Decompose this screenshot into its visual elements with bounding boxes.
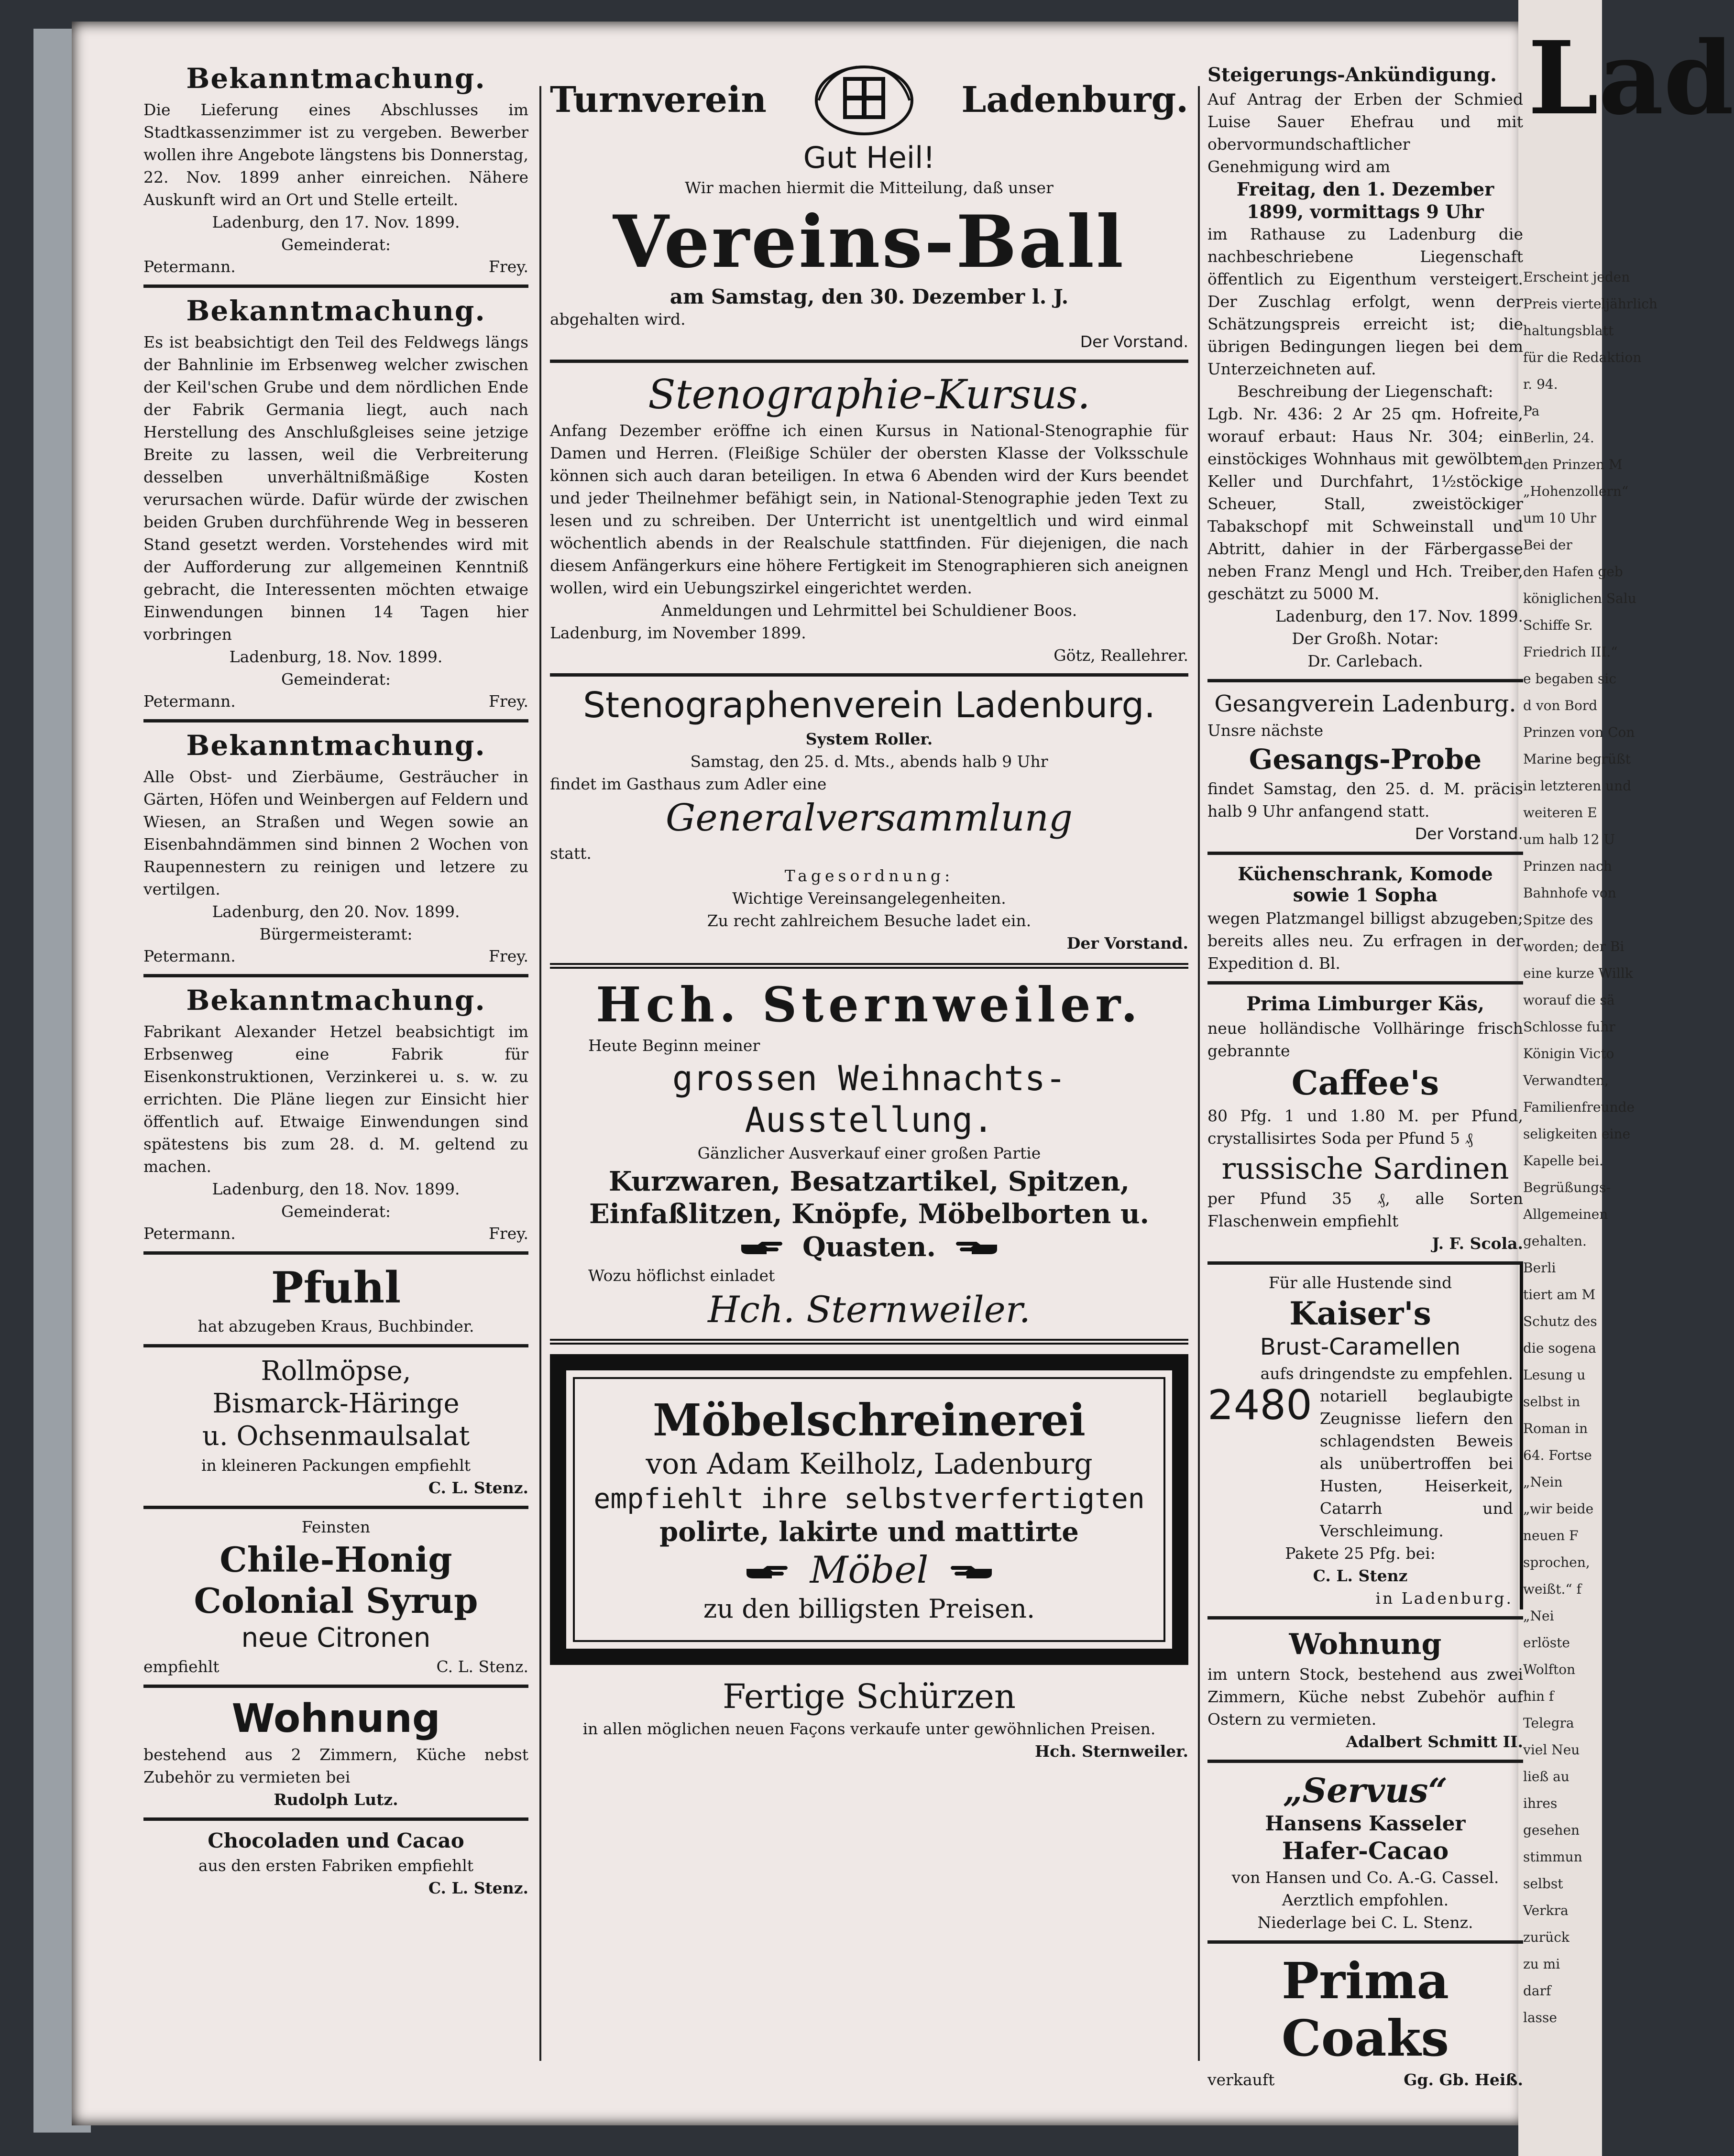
ad-title: Fertige Schürzen	[723, 1676, 1016, 1716]
ad-kaisers	[1207, 1261, 1523, 1609]
notice-date: Ladenburg, den 18. Nov. 1899.	[212, 1180, 460, 1198]
signature-left: Petermann.	[143, 257, 236, 276]
signature: Der Vorstand.	[1415, 824, 1523, 843]
facing-page-text-fragment: ließ au	[1523, 1769, 1569, 1784]
notice-title: Bekanntmachung.	[186, 729, 486, 762]
signature: Adalbert Schmitt II.	[1346, 1732, 1523, 1751]
ad-kuechenschrank	[1207, 852, 1523, 974]
ad-title: Prima Coaks	[1281, 1951, 1449, 2068]
signature-left: Petermann.	[143, 1224, 236, 1243]
notice-4	[143, 974, 528, 1245]
facing-page-text-fragment: neuen F	[1523, 1528, 1579, 1543]
auction-date: Freitag, den 1. Dezember 1899, vormittags 9 Uhr	[1236, 178, 1494, 222]
ad-title: Stenographenverein Ladenburg.	[583, 685, 1155, 726]
facing-page	[1518, 0, 1734, 2156]
ad-line: Bismarck-Häringe	[212, 1388, 460, 1419]
facing-page-text-fragment: Friedrich III.“	[1523, 644, 1618, 660]
facing-masthead: Lad	[1528, 19, 1734, 137]
facing-page-text-fragment: Königin Victo	[1523, 1046, 1614, 1062]
ad-title: Möbelschreinerei	[652, 1394, 1086, 1446]
system: System Roller.	[805, 730, 933, 749]
ad-line: Gesangs-Probe	[1249, 743, 1482, 776]
ad-line: von Adam Keilholz, Ladenburg	[646, 1447, 1093, 1481]
header-left: Turnverein	[550, 79, 767, 121]
ad-line: Hansens Kasseler	[1265, 1811, 1466, 1835]
ad-line: 80 Pfg. 1 und 1.80 M. per Pfund, crystallisirtes Soda per Pfund 5 ₰	[1207, 1106, 1523, 1148]
right-column	[1207, 62, 1523, 2098]
ad-title: Wohnung	[1289, 1628, 1442, 1662]
facing-page-text-fragment: weiteren E	[1523, 805, 1597, 821]
facing-page-text-fragment: Verwandten,	[1523, 1073, 1609, 1088]
ad-line: Aerztlich empfohlen.	[1282, 1891, 1449, 1910]
facing-page-text-fragment: in letzteren und	[1523, 778, 1632, 794]
notice-body: Es ist beabsichtigt den Teil des Feldwegs längs der Bahnlinie im Erbsenweg welcher zwischen der Keil'schen Grube und dem nördlichen Ende der Fabrik Germania liegt, auch nach Herstellung des Anschlußgleises seine jetzige Breite zu lassen, weil die Verbreiterung desselben unverhältnißmäßige Kosten verursachen würde. Dafür würde der zwischen beiden Gruben durchführende Weg in besseren Stand gesetzt werden. Vorstehendes wird mit der Aufforderung zur allgemeinen Kenntniß gebracht, die Interessenten möchten etwaige Einwendungen binnen 14 Tagen hier vorbringen	[143, 333, 528, 644]
place-date: Ladenburg, den 17. Nov. 1899.	[1275, 607, 1523, 625]
ad-body: bestehend aus 2 Zimmern, Küche nebst Zubehör zu vermieten bei	[143, 1745, 528, 1786]
facing-page-text-fragment: zurück	[1523, 1929, 1569, 1945]
facing-page-text-fragment: Bahnhofe von	[1523, 885, 1616, 901]
ad-title: Küchenschrank, Komode sowie 1 Sopha	[1238, 863, 1493, 906]
ad-body: in allen möglichen neuen Façons verkaufe unter gewöhnlichen Preisen.	[582, 1719, 1156, 1739]
notice-signatures	[143, 1223, 528, 1245]
ad-wohnung	[143, 1685, 528, 1811]
facing-page-text-fragment: Familienfreunde	[1523, 1099, 1635, 1115]
ad-line: Kurzwaren, Besatzartikel, Spitzen,	[608, 1165, 1130, 1197]
notice-body: Alle Obst- und Zierbäume, Gesträucher in Gärten, Höfen und Weinbergen auf Feldern und Wiesen, an Straßen und Wegen sowie an Eisenbahndämmen sind binnen 2 Wochen von Raupennestern zu reinigen und letzere zu vertilgen.	[143, 767, 528, 898]
facing-page-text-fragment: Wolfton	[1523, 1662, 1576, 1677]
ad-line: russische Sardinen	[1221, 1150, 1509, 1186]
ad-chile-honig	[143, 1506, 528, 1678]
facing-page-text-fragment: worauf die sä	[1523, 992, 1615, 1008]
ad-body: Auf Antrag der Erben der Schmied Luise Sauer Ehefrau und mit obervormundschaftlicher Genehmigung wird am	[1207, 90, 1523, 176]
facing-page-text-fragment: sprochen,	[1523, 1554, 1590, 1570]
facing-page-text-fragment: r. 94.	[1523, 376, 1558, 392]
signature: Götz, Reallehrer.	[1054, 646, 1188, 665]
ad-line: Feinsten	[301, 1517, 371, 1536]
ad-body: im untern Stock, bestehend aus zwei Zimmern, Küche nebst Zubehör auf Ostern zu vermieten.	[1207, 1665, 1523, 1729]
facing-page-text-fragment: Allgemeinen	[1523, 1206, 1608, 1222]
facing-page-text-fragment: Lesung u	[1523, 1367, 1586, 1383]
ad-prima-coaks	[1207, 1940, 1523, 2090]
signature-right: Gg. Gb. Heiß.	[1404, 2070, 1523, 2089]
facing-page-text-fragment: Pa	[1523, 403, 1540, 419]
facing-page-text-fragment: haltungsblatt	[1523, 323, 1614, 339]
pointing-hand-left-icon	[949, 1565, 994, 1581]
ad-body: hat abzugeben Kraus, Buchbinder.	[198, 1316, 474, 1335]
statt: statt.	[550, 844, 592, 863]
frame-inner	[573, 1377, 1165, 1642]
ad-line: Colonial Syrup	[194, 1580, 478, 1621]
office: Der Großh. Notar:	[1292, 629, 1439, 648]
double-rule	[550, 963, 1188, 969]
facing-page-text-fragment: ihres	[1523, 1795, 1558, 1811]
ad-gesangverein	[1207, 679, 1523, 845]
ad-body: aus den ersten Fabriken empfiehlt	[198, 1856, 474, 1875]
ad-line: per Pfund 35 ₰, alle Sorten Flaschenwein empfiehlt	[1207, 1189, 1523, 1231]
ad-line: Caffee's	[1291, 1063, 1439, 1103]
facing-page-text-fragment: um 10 Uhr	[1523, 510, 1597, 526]
facing-page-text-fragment: e begaben sic	[1523, 671, 1617, 687]
ad-signature: Rudolph Lutz.	[274, 1790, 398, 1809]
facing-page-text-fragment: erlöste	[1523, 1635, 1570, 1651]
facing-page-text-fragment: selbst	[1523, 1876, 1563, 1892]
agenda-heading: Tagesordnung:	[784, 866, 954, 886]
ad-line: in kleineren Packungen empfiehlt	[201, 1456, 471, 1475]
ad-title: Gesangverein Ladenburg.	[1214, 690, 1516, 717]
facing-page-text-fragment: Prinzen nach	[1523, 858, 1612, 874]
greeting: Gut Heil!	[803, 140, 935, 175]
facing-page-text-fragment: stimmun	[1523, 1849, 1582, 1865]
ad-wohnung-2	[1207, 1616, 1523, 1753]
ad-title: Chocoladen und Cacao	[208, 1828, 464, 1852]
notice-title: Bekanntmachung.	[186, 62, 486, 95]
ad-line: von Hansen und Co. A.-G. Cassel.	[1231, 1868, 1499, 1887]
ad-rollmoepse	[143, 1344, 528, 1499]
facing-page-text-fragment: die sogena	[1523, 1340, 1596, 1356]
ad-line: Hch. Sternweiler.	[708, 1288, 1031, 1331]
facing-page-text-fragment: tiert am M	[1523, 1287, 1596, 1302]
ad-signatures	[143, 1656, 528, 1678]
signature-right: Frey.	[489, 257, 528, 276]
facing-page-text-fragment: „wir beide	[1523, 1501, 1594, 1517]
facing-page-text-fragment: Verkra	[1523, 1903, 1569, 1918]
registration: Anmeldungen und Lehrmittel bei Schuldiener Boos.	[661, 601, 1077, 620]
notice-office: Bürgermeisteramt:	[259, 925, 413, 943]
ad-line: Für alle Hustende sind	[1268, 1273, 1452, 1292]
ad-line: Wozu höflichst einladet	[588, 1266, 775, 1285]
notice-2	[143, 285, 528, 712]
facing-page-text-fragment: Begrüßungs-	[1523, 1180, 1611, 1195]
ad-line-with-hands	[550, 1232, 1188, 1262]
notice-body: Fabrikant Alexander Hetzel beabsichtigt im Erbsenweg eine Fabrik für Eisenkonstruktionen, Verzinkerei u. s. w. zu errichten. Die Pläne liegen zur Einsicht hier öffentlich auf. Etwaige Einwendungen sind spätestens bis zum 28. d. M. geltend zu machen.	[143, 1022, 528, 1176]
ad-line: zu den billigsten Preisen.	[703, 1593, 1035, 1624]
facing-page-text-fragment: darf	[1523, 1983, 1551, 1999]
facing-page-text-fragment: Kapelle bei.	[1523, 1153, 1603, 1169]
notice-signatures	[143, 945, 528, 967]
ad-limburger	[1207, 981, 1523, 1255]
ad-line: Unsre nächste	[1207, 721, 1324, 740]
ad-line: Einfaßlitzen, Knöpfe, Möbelborten u.	[589, 1198, 1150, 1230]
place: in Ladenburg.	[1375, 1589, 1513, 1608]
facing-page-text-fragment: worden; der Bi	[1523, 939, 1624, 954]
notice-office: Gemeinderat:	[281, 235, 391, 254]
facing-page-text-fragment: eine kurze Willk	[1523, 965, 1633, 981]
notice-date: Ladenburg, den 20. Nov. 1899.	[212, 902, 460, 921]
agenda: Wichtige Vereinsangelegenheiten.	[732, 889, 1006, 908]
testimonials-row	[1207, 1381, 1513, 1542]
signature-right: Frey.	[489, 1224, 528, 1243]
event: Generalversammlung	[666, 797, 1073, 840]
facing-page-text-fragment: lasse	[1523, 2010, 1557, 2025]
facing-page-text-fragment: 64. Fortse	[1523, 1447, 1592, 1463]
notice-office: Gemeinderat:	[281, 1202, 391, 1221]
facing-page-text-fragment: „Nein	[1523, 1474, 1563, 1490]
invite: Zu recht zahlreichem Besuche ladet ein.	[707, 911, 1032, 930]
facing-page-text-fragment: den Hafen geb	[1523, 564, 1623, 580]
ad-steigerung	[1207, 64, 1523, 672]
facing-page-text-fragment: „Nei	[1523, 1608, 1554, 1624]
ad-stenographenverein	[550, 673, 1188, 954]
signature: Der Vorstand.	[1080, 332, 1188, 351]
date: Ladenburg, im November 1899.	[550, 624, 806, 643]
ad-line: u. Ochsenmaulsalat	[202, 1421, 470, 1452]
facing-page-text-fragment: Telegra	[1523, 1715, 1574, 1731]
notice-signatures	[143, 690, 528, 712]
ad-pfuhl	[143, 1251, 528, 1337]
ad-line: Chile-Honig	[219, 1539, 452, 1580]
ad-title: Hch. Sternweiler.	[596, 976, 1142, 1033]
middle-column	[550, 62, 1188, 1769]
ad-line: Rollmöpse,	[261, 1355, 411, 1387]
ad-line: grossen Weihnachts-	[672, 1058, 1066, 1099]
notice-body: Die Lieferung eines Abschlusses im Stadtkassenzimmer ist zu vergeben. Bewerber wollen ihre Angebote längstens bis Donnerstag, 22. Nov. 1899 anher einreichen. Nähere Auskunft wird an Ort und Stelle erteilt.	[143, 100, 528, 209]
where: findet im Gasthaus zum Adler eine	[550, 775, 827, 794]
notice-title: Bekanntmachung.	[186, 984, 486, 1017]
ad-title: Wohnung	[231, 1696, 440, 1741]
pointing-hand-left-icon	[954, 1241, 999, 1257]
double-rule	[550, 1339, 1188, 1345]
column-rule	[539, 86, 541, 2061]
ad-line: Möbel	[810, 1549, 929, 1592]
facing-page-text-fragment: Roman in	[1523, 1421, 1588, 1436]
notice-3	[143, 719, 528, 967]
pointing-hand-right-icon	[744, 1565, 790, 1581]
facing-page-text-fragment: um halb 12 U	[1523, 832, 1615, 847]
facing-page-text-fragment: Berlin, 24.	[1523, 430, 1594, 446]
facing-page-text-fragment: hin f	[1523, 1688, 1554, 1704]
ad-signature: C. L. Stenz.	[428, 1478, 528, 1497]
ad-signature: Hch. Sternweiler.	[1034, 1742, 1188, 1761]
ad-sternweiler	[550, 977, 1188, 1330]
ad-line: Niederlage bei C. L. Stenz.	[1257, 1913, 1473, 1932]
ad-line-with-hands	[588, 1549, 1150, 1592]
ad-line: Quasten.	[802, 1231, 936, 1263]
turner-cross-emblem-icon	[809, 62, 919, 139]
intro: Wir machen hiermit die Mitteilung, daß unser	[685, 178, 1054, 197]
ad-body: wegen Platzmangel billigst abzugeben; bereits alles neu. Zu erfragen in der Expedition d. Bl.	[1207, 909, 1523, 973]
ad-line: Ausstellung.	[745, 1099, 994, 1140]
facing-page-text-fragment: den Prinzen M	[1523, 457, 1623, 472]
ad-line: notariell beglaubigte Zeugnisse liefern den schlagendsten Beweis als unübertroffen bei Husten, Heiserkeit, Catarrh und Verschleimung.	[1319, 1387, 1513, 1541]
signature-left: Petermann.	[143, 692, 236, 711]
facing-page-text-fragment: gesehen	[1523, 1822, 1580, 1838]
signature-right: C. L. Stenz.	[436, 1657, 528, 1676]
facing-page-text-fragment: für die Redaktion	[1523, 350, 1642, 365]
ad-line: Pakete 25 Pfg. bei:	[1285, 1544, 1436, 1563]
facing-page-text-fragment: Prinzen von Con	[1523, 724, 1635, 740]
turnverein-header	[550, 62, 1188, 139]
testimonial-count: 2480	[1207, 1381, 1312, 1430]
facing-page-text-fragment: viel Neu	[1523, 1742, 1580, 1758]
ad-line: aufs dringendste zu empfehlen.	[1260, 1364, 1513, 1383]
facing-page-text-fragment: Preis vierteljährlich	[1523, 296, 1657, 312]
ad-schuerzen	[550, 1677, 1188, 1763]
signature-left: Petermann.	[143, 947, 236, 965]
signature-left: verkauft	[1207, 2070, 1275, 2089]
signature: C. L. Stenz	[1313, 1566, 1408, 1586]
ad-signatures	[1207, 2069, 1523, 2091]
ad-title: Stenographie-Kursus.	[648, 371, 1090, 418]
notice-signatures	[143, 256, 528, 278]
facing-page-text-fragment: seligkeiten eine	[1523, 1126, 1631, 1142]
ad-moebelschreinerei	[550, 1354, 1188, 1665]
facing-page-text-fragment: Erscheint jeden	[1523, 269, 1630, 285]
facing-page-text-fragment: d von Bord	[1523, 698, 1598, 713]
ad-chocoladen	[143, 1817, 528, 1899]
facing-page-text-fragment: Bei der	[1523, 537, 1572, 553]
held: abgehalten wird.	[550, 309, 686, 328]
ad-line: neue Citronen	[241, 1622, 431, 1654]
facing-page-text-fragment: weißt.“ f	[1523, 1581, 1581, 1597]
signature: J. F. Scola.	[1432, 1234, 1523, 1253]
facing-page-text-fragment: „Hohenzollern“	[1523, 483, 1629, 499]
facing-page-text-fragment: Marine begrüßt	[1523, 751, 1631, 767]
ad-line: neue holländische Vollhäringe frisch gebrannte	[1207, 1019, 1523, 1061]
ad-line: Gänzlicher Ausverkauf einer großen Partie	[697, 1143, 1041, 1162]
signature-left: empfiehlt	[143, 1657, 219, 1676]
signature-right: Frey.	[489, 692, 528, 711]
notice-date: Ladenburg, den 17. Nov. 1899.	[212, 213, 460, 231]
facing-page-text-fragment: selbst in	[1523, 1394, 1580, 1410]
pointing-hand-right-icon	[739, 1241, 784, 1257]
ad-line: Kaiser's	[1289, 1295, 1431, 1333]
notice-date: Ladenburg, 18. Nov. 1899.	[229, 647, 443, 666]
signature: Der Vorstand.	[1066, 934, 1188, 953]
event-date: am Samstag, den 30. Dezember l. J.	[669, 285, 1069, 308]
facing-page-text-fragment: zu mi	[1523, 1956, 1560, 1972]
description: Lgb. Nr. 436: 2 Ar 25 qm. Hofreite, worauf erbaut: Haus Nr. 304; ein einstöckiges Wohnhaus mit gewölbtem Keller und Durchfahrt, 1½stöckige Scheuer, Stall, zweistöckiger Tabakschopf mit Schweinstall und Abtritt, dahier in der Färbergasse neben Franz Mengl und Hch. Treiber, geschätzt zu 5000 M.	[1207, 405, 1523, 603]
facing-page-text-fragment: Spitze des	[1523, 912, 1593, 928]
facing-page-text-fragment: Berli	[1523, 1260, 1556, 1276]
ad-line: polirte, lakirte und mattirte	[659, 1516, 1079, 1548]
ad-title: „Servus“	[1283, 1771, 1448, 1811]
ad-body: Anfang Dezember eröffne ich einen Kursus in National-Stenographie für Damen und Herren. (Fleißige Schüler der obersten Klasse der Volksschule können sich auch daran beteiligen. In etwa 6 Abenden wird der Kurs beendet und jeder Theilnehmer befähigt sein, in National-Stenographie jeden Text zu lesen und zu schreiben. Der Unterricht ist unentgeltlich und wird einmal wöchentlich abends in der Realschule stattfinden. Für diejenigen, die nach diesem Anfängerkurs eine höhere Fertigkeit im Stenographieren sich aneignen wollen, wird ein Uebungszirkel eingerichtet werden.	[550, 421, 1188, 598]
notice-1	[143, 62, 528, 278]
when: Samstag, den 25. d. Mts., abends halb 9 Uhr	[690, 752, 1048, 771]
facing-page-text-fragment: gehalten.	[1523, 1233, 1587, 1249]
ad-title: Steigerungs-Ankündigung.	[1207, 64, 1497, 86]
facing-page-text-fragment: königlichen Salu	[1523, 591, 1636, 606]
signature: Dr. Carlebach.	[1307, 652, 1423, 670]
ad-line: empfiehlt ihre selbstverfertigten	[593, 1482, 1145, 1515]
notice-title: Bekanntmachung.	[186, 295, 486, 327]
ad-line: Brust-Caramellen	[1260, 1333, 1461, 1360]
column-rule	[1198, 86, 1200, 2061]
ad-body-2: im Rathause zu Ladenburg die nachbeschriebene Liegenschaft öffentlich zu Eigenthum versteigert. Der Zuschlag erfolgt, wenn der Schätzungspreis erreicht ist; die übrigen Bedingungen liegen bei dem Unterzeichneten auf.	[1207, 225, 1523, 378]
signature-right: Frey.	[489, 947, 528, 965]
ad-servus	[1207, 1760, 1523, 1934]
event-title: Vereins-Ball	[613, 200, 1126, 285]
ad-line: Prima Limburger Käs,	[1246, 993, 1484, 1016]
facing-page-text-fragment: Schiffe Sr.	[1523, 617, 1593, 633]
ad-title: Pfuhl	[271, 1262, 401, 1313]
description-heading: Beschreibung der Liegenschaft:	[1237, 382, 1493, 401]
ad-line: Heute Beginn meiner	[588, 1036, 760, 1055]
facing-page-text-fragment: Schlosse fuhr	[1523, 1019, 1615, 1035]
header-right: Ladenburg.	[961, 79, 1188, 121]
ad-signature: C. L. Stenz.	[428, 1879, 528, 1898]
ad-stenographie-kursus	[550, 360, 1188, 667]
left-column	[143, 62, 528, 1906]
ad-line: findet Samstag, den 25. d. M. präcis halb 9 Uhr anfangend statt.	[1207, 779, 1523, 821]
ad-line: Hafer-Cacao	[1282, 1836, 1449, 1865]
facing-page-text-fragment: Schutz des	[1523, 1313, 1597, 1329]
ad-turnverein	[550, 62, 1188, 353]
notice-office: Gemeinderat:	[281, 670, 391, 689]
